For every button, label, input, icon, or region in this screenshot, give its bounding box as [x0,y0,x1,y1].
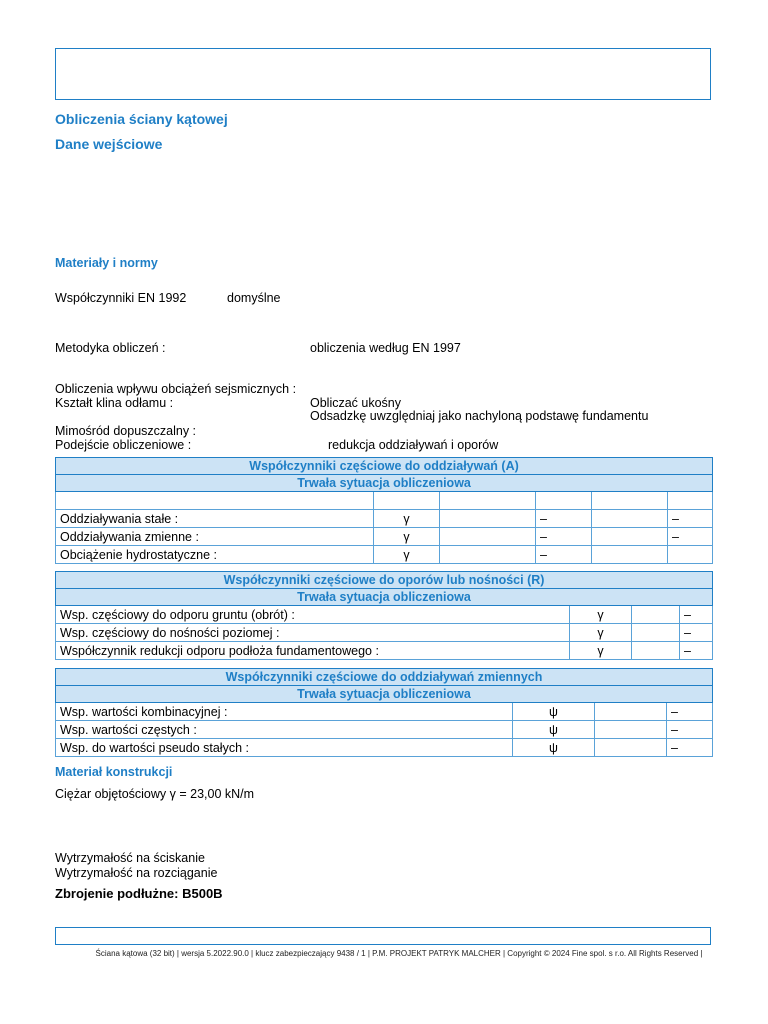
table-row [56,546,713,564]
offset-value: Odsadzkę uwzględniaj jako nachyloną podstawę fundamentu [310,409,649,423]
table-row [56,739,713,757]
row-label: Obciążenie hydrostatyczne : [56,546,374,564]
table-row [56,492,713,510]
wedge-value: Obliczać ukośny [310,396,402,410]
footer-box [55,927,711,945]
wedge-label: Kształt klina odłamu : [55,396,174,410]
row-label: Wsp. wartości częstych : [56,721,513,739]
page-title: Obliczenia ściany kątowej [55,111,228,127]
table-variable-actions [55,668,713,757]
gamma-symbol: γ [374,528,440,546]
table-a-subtitle: Trwała sytuacja obliczeniowa [56,475,713,492]
reinforcement-label: Zbrojenie podłużne: B500B [55,886,223,901]
psi-symbol: ψ [513,721,595,739]
row-label: Wsp. do wartości pseudo stałych : [56,739,513,757]
table-actions-a [55,457,713,564]
table-a-title: Współczynniki częściowe do oddziaływań (A) [56,458,713,475]
header-box [55,48,711,100]
row-label: Oddziaływania stałe : [56,510,374,528]
table-row [56,703,713,721]
dash-cell: – [668,528,713,546]
coeff-label: Współczynniki EN 1992 [55,291,187,305]
table-row [56,721,713,739]
approach-label: Podejście obliczeniowe : [55,438,192,452]
dash-cell: – [667,703,713,721]
unit-weight: Ciężar objętościowy γ = 23,00 kN/m [55,787,255,801]
table-row [56,510,713,528]
gamma-symbol: γ [374,510,440,528]
seismic-label: Obliczenia wpływu obciążeń sejsmicznych : [55,382,297,396]
table-r-title: Współczynniki częściowe do oporów lub nośności (R) [56,572,713,589]
row-label: Wsp. częściowy do nośności poziomej : [56,624,570,642]
compression-label: Wytrzymałość na ściskanie [55,851,205,865]
row-label: Wsp. częściowy do odporu gruntu (obrót) : [56,606,570,624]
tension-label: Wytrzymałość na rozciąganie [55,866,218,880]
dash-cell [668,546,713,564]
gamma-symbol: γ [570,624,632,642]
table-row [56,606,713,624]
psi-symbol: ψ [513,739,595,757]
dash-cell: – [536,510,592,528]
row-label: Oddziaływania zmienne : [56,528,374,546]
table-row [56,642,713,660]
row-label: Wsp. wartości kombinacyjnej : [56,703,513,721]
gamma-symbol: γ [374,546,440,564]
gamma-symbol: γ [570,642,632,660]
footer-text: Ściana kątowa (32 bit) | wersja 5.2022.90.0 | klucz zabezpieczający 9438 / 1 | P.M. PROJEKT PATRYK MALCHER | Copyright © 2024 Fine spol. s r.o. All Rights Reserved | [95,949,703,958]
dash-cell: – [536,546,592,564]
dash-cell: – [680,606,713,624]
method-label: Metodyka obliczeń : [55,341,166,355]
dash-cell: – [680,624,713,642]
coeff-value: domyślne [227,291,281,305]
dash-cell: – [667,739,713,757]
approach-value: redukcja oddziaływań i oporów [328,438,499,452]
page-subtitle: Dane wejściowe [55,136,163,152]
eccentricity-label: Mimośród dopuszczalny : [55,424,197,438]
gamma-symbol: γ [570,606,632,624]
table-row [56,528,713,546]
row-label: Współczynnik redukcji odporu podłoża fundamentowego : [56,642,570,660]
materials-heading: Materiały i normy [55,256,158,270]
dash-cell: – [536,528,592,546]
table-v-subtitle: Trwała sytuacja obliczeniowa [56,686,713,703]
dash-cell: – [668,510,713,528]
table-resistances-r [55,571,713,660]
table-r-subtitle: Trwała sytuacja obliczeniowa [56,589,713,606]
dash-cell: – [667,721,713,739]
table-v-title: Współczynniki częściowe do oddziaływań zmiennych [56,669,713,686]
psi-symbol: ψ [513,703,595,721]
dash-cell: – [680,642,713,660]
table-row [56,624,713,642]
construction-heading: Materiał konstrukcji [55,765,173,779]
method-value: obliczenia według EN 1997 [310,341,461,355]
